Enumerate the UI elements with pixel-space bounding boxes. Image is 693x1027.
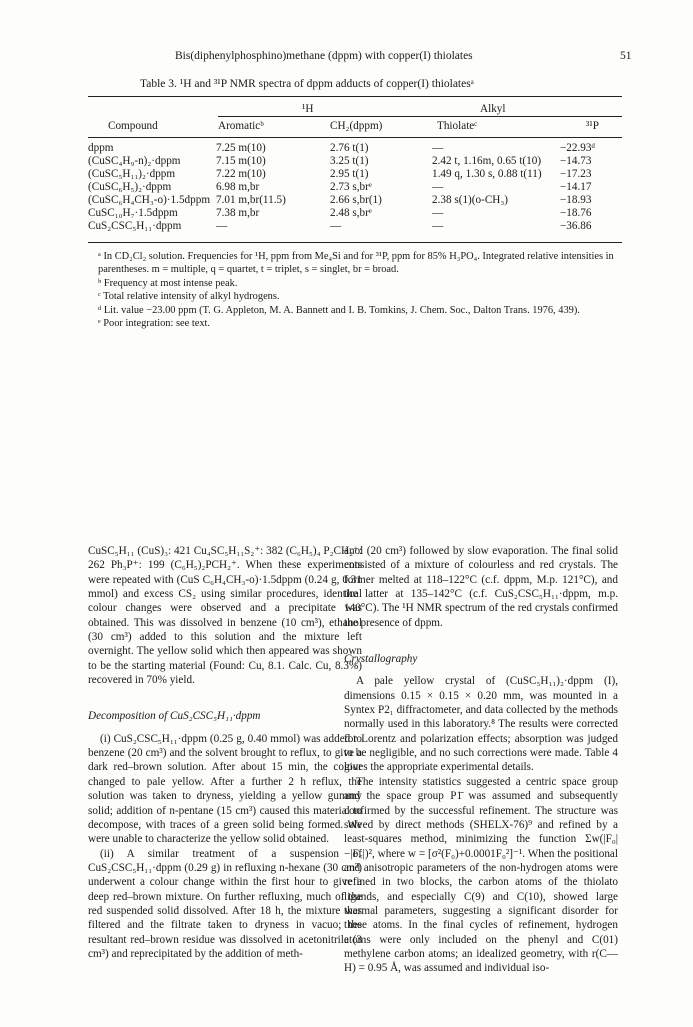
- header-ch2: CH₂(dppm): [330, 120, 383, 132]
- header-31p: ³¹P: [586, 120, 599, 132]
- cell-compound: (CuSC₆H₅)₂·dppm: [88, 181, 172, 193]
- header-group-h: ¹H: [302, 103, 314, 115]
- section-heading: Crystallography: [344, 653, 418, 666]
- cell-aromatic: 7.22 m(10): [216, 168, 266, 180]
- cell-compound: (CuSC₄H₉-n)₂·dppm: [88, 155, 181, 167]
- cell-compound: dppm: [88, 142, 114, 154]
- cell-ch2: 2.76 t(1): [330, 142, 369, 154]
- right-column: [344, 544, 618, 976]
- cell-thiolate: 2.42 t, 1.16m, 0.65 t(10): [432, 155, 542, 167]
- paragraph: CuSC₅H₁₁ (CuS)₃: 421 Cu₄SC₅H₁₁S₂⁺: 382 (C₆H₅)₄ P₂CH₂⁺: 262 Ph₃P⁺: 199 (C₆H₅)₂PCH₂⁺. When these experiments were repeated with (CuS C₆H₄CH₃-o)·1.5dppm (0.24 g, 0.31 mmol) and excess CS₂ using similar procedures, identical colour changes were observed and a precipitate was obtained. This was dissolved in benzene (10 cm³), ethanol (30 cm³) added to this solution and the mixture left overnight. The yellow solid which then appeared was shown to be the starting material (Found: Cu, 8.1. Calc. Cu, 8.3%) recovered in 70% yield.: [88, 545, 362, 687]
- cell-31p: −17.23: [560, 168, 592, 180]
- table-caption: Table 3. ¹H and ³¹P NMR spectra of dppm adducts of copper(I) thiolatesᵃ: [140, 78, 474, 90]
- table-bottom-rule: [88, 242, 622, 243]
- cell-aromatic: 7.15 m(10): [216, 155, 266, 167]
- cell-thiolate: 2.38 s(1)(o-CH₃): [432, 194, 508, 206]
- cell-31p: −14.17: [560, 181, 592, 193]
- header-compound: Compound: [108, 120, 158, 132]
- cell-compound: (CuSC₆H₄CH₃-o)·1.5dppm: [88, 194, 211, 206]
- footnote-b: ᵇ Frequency at most intense peak.: [98, 277, 238, 289]
- cell-compound: CuS₂CSC₅H₁₁·dppm: [88, 220, 182, 232]
- paragraph: (ii) A similar treatment of a suspension of CuS₂CSC₅H₁₁·dppm (0.29 g) in refluxing n-hexane (30 cm³) underwent a colour change within the first hour to give a deep red–brown mixture. On further refluxing, much of the red suspended solid dissolved. After 18 h, the mixture was filtered and the filtrate taken to dryness in vacuo; the resultant red–brown residue was dissolved in acetonitrile (3 cm³) and reprecipitated by the addition of meth-: [88, 847, 362, 960]
- cell-aromatic: —: [216, 220, 228, 232]
- page-number: 51: [620, 50, 632, 62]
- table-row: [88, 155, 622, 168]
- footnote-c: ᶜ Total relative intensity of alkyl hydrogens.: [98, 291, 280, 303]
- section-heading: Decomposition of CuS₂CSC₅H₁₁·dppm: [88, 710, 261, 723]
- cell-ch2: 2.48 s,brᵉ: [330, 207, 372, 219]
- table-row: [88, 142, 622, 155]
- cell-ch2: 2.73 s,brᵉ: [330, 181, 372, 193]
- footnote-d: ᵈ Lit. value −23.00 ppm (T. G. Appleton, M. A. Bannett and I. B. Tomkins, J. Chem. Soc., Dalton Trans. 1976, 439).: [98, 304, 580, 316]
- running-title: Bis(diphenylphosphino)methane (dppm) with copper(I) thiolates: [175, 50, 473, 62]
- table-row: [88, 194, 622, 207]
- header-aromatic: Aromaticᵇ: [218, 120, 264, 132]
- cell-aromatic: 6.98 m,br: [216, 181, 260, 193]
- paragraph: A pale yellow crystal of (CuSC₅H₁₁)₂·dppm (I), dimensions 0.15 × 0.15 × 0.20 mm, was mounted in a Syntex P2₁ diffractometer, and data collected by the methods normally used in this laboratory.⁸ The results were corrected for Lorentz and polarization effects; absorption was judged to be negligible, and no such corrections were made. Table 4 gives the appropriate experimental details.: [344, 675, 618, 774]
- cell-31p: −14.73: [560, 155, 592, 167]
- table-footnotes: [88, 250, 622, 330]
- cell-ch2: 3.25 t(1): [330, 155, 369, 167]
- cell-thiolate: —: [432, 207, 444, 219]
- cell-aromatic: 7.01 m,br(11.5): [216, 194, 286, 206]
- cell-thiolate: —: [432, 220, 444, 232]
- cell-31p: −36.86: [560, 220, 592, 232]
- header-bottom-rule: [88, 137, 622, 138]
- table-row: [88, 168, 622, 181]
- footnote-a: ᵃ In CD₂Cl₂ solution. Frequencies for ¹H, ppm from Me₄Si and for ³¹P, ppm for 85% H₃PO₄. Integrated relative intensities in parentheses. m = multiple, q = quartet, t = triplet, s = singlet, br = broad.: [98, 251, 614, 276]
- cell-aromatic: 7.25 m(10): [216, 142, 266, 154]
- table-row: [88, 181, 622, 194]
- header-span-rule: [218, 116, 622, 117]
- cell-31p: −18.76: [560, 207, 592, 219]
- nmr-table: [88, 142, 622, 233]
- cell-31p: −22.93ᵈ: [560, 142, 595, 154]
- header-thiolate: Thiolateᶜ: [437, 120, 478, 132]
- cell-ch2: —: [330, 220, 342, 232]
- footnote-e: ᵉ Poor integration: see text.: [98, 318, 211, 330]
- cell-ch2: 2.95 t(1): [330, 168, 369, 180]
- cell-thiolate: 1.49 q, 1.30 s, 0.88 t(11): [432, 168, 542, 180]
- cell-compound: (CuSC₅H₁₁)₂·dppm: [88, 168, 176, 180]
- cell-compound: CuSC₁₀H₇·1.5dppm: [88, 207, 178, 219]
- left-column: [88, 544, 362, 961]
- cell-thiolate: —: [432, 181, 444, 193]
- cell-aromatic: 7.38 m,br: [216, 207, 260, 219]
- table-row: [88, 207, 622, 220]
- cell-thiolate: —: [432, 142, 444, 154]
- cell-31p: −18.93: [560, 194, 592, 206]
- paragraph: The intensity statistics suggested a centric space group and the space group P1̄ was assumed and subsequently confirmed by the successful refinement. The structure was solved by direct methods (SHELX-76)⁹ and refined by a least-squares method, minimizing the function Σw(|F₀|−|F꜀|)², where w = [σ²(F₀)+0.0001F₀²]⁻¹. When the positional and anisotropic parameters of the non-hydrogen atoms were refined in two blocks, the carbon atoms of the thiolato ligands, and especially C(9) and C(10), showed large thermal parameters, suggesting a significant disorder for these atoms. In the final cycles of refinement, hydrogen atoms were only included on the phenyl and C(01) methylene carbon atoms; an idealized geometry, with r(C—H) = 0.95 Å, was assumed and individual iso-: [344, 775, 618, 975]
- cell-ch2: 2.66 s,br(1): [330, 194, 382, 206]
- paragraph: (i) CuS₂CSC₅H₁₁·dppm (0.25 g, 0.40 mmol) was added to benzene (20 cm³) and the solvent brought to reflux, to give a dark red–brown solution. After about 15 min, the colour changed to pale yellow. After a further 2 h reflux, the solution was taken to dryness, yielding a yellow gummy solid; addition of n-pentane (15 cm³) caused this material to decompose, with traces of a green solid being formed. We were unable to characterize the yellow solid obtained.: [88, 732, 362, 846]
- paragraph: anol (20 cm³) followed by slow evaporation. The final solid consisted of a mixture of colourless and red crystals. The former melted at 118–122°C (c.f. dppm, M.p. 121°C), and the latter at 135–142°C (c.f. CuS₂CSC₅H₁₁·dppm, m.p. 140°C). The ¹H NMR spectrum of the red crystals confirmed the presence of dppm.: [344, 545, 618, 629]
- table-top-rule: [88, 96, 622, 97]
- header-group-alkyl: Alkyl: [480, 103, 506, 115]
- table-row: [88, 220, 622, 233]
